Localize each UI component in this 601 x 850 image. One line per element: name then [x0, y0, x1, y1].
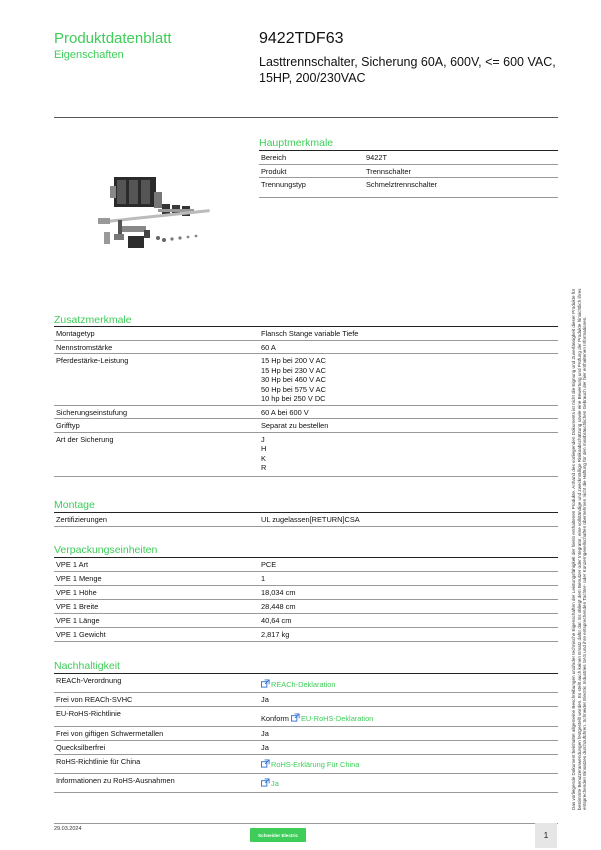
row-value: UL zugelassen[RETURN]CSA — [261, 515, 360, 524]
external-link-icon — [261, 679, 270, 688]
table-row — [54, 513, 558, 527]
table-row — [54, 674, 558, 693]
table-row — [54, 341, 558, 355]
list-item: 10 hp bei 250 V DC — [261, 394, 326, 403]
row-value: PCE — [261, 560, 277, 569]
row-key: Art der Sicherung — [56, 434, 114, 444]
footer-date: 29.03.2024 — [54, 826, 82, 832]
hauptmerkmale-table — [259, 150, 558, 198]
table-row — [54, 755, 558, 774]
row-key: Produkt — [261, 166, 287, 176]
row-key: Bereich — [261, 153, 287, 162]
table-row — [259, 165, 558, 179]
zusatzmerkmale-table — [54, 326, 558, 477]
row-value: Ja — [261, 729, 269, 738]
row-value: Trennschalter — [366, 166, 411, 176]
table-row — [54, 327, 558, 341]
row-key: Frei von giftigen Schwermetallen — [56, 729, 164, 738]
table-row — [54, 572, 558, 586]
list-item: 15 Hp bei 230 V AC — [261, 365, 326, 375]
footer-divider — [54, 823, 558, 824]
table-row — [54, 614, 558, 628]
table-row — [54, 707, 558, 727]
table-row — [54, 586, 558, 600]
table-row — [54, 419, 558, 433]
section-title-nachhaltigkeit: Nachhaltigkeit — [54, 660, 120, 672]
list-item: K — [261, 453, 266, 463]
section-title-verpackungseinheiten: Verpackungseinheiten — [54, 544, 158, 556]
row-value-list — [259, 354, 558, 405]
table-row — [54, 558, 558, 572]
list-item: 50 Hp bei 575 V AC — [261, 384, 326, 394]
row-key: RoHS-Richtlinie für China — [56, 757, 141, 766]
table-row — [54, 433, 558, 477]
row-key: Nennstromstärke — [56, 342, 113, 352]
row-key: Zertifizierungen — [56, 515, 107, 524]
table-row — [54, 628, 558, 642]
row-value — [259, 755, 558, 773]
row-value: Schmelztrennschalter — [366, 180, 438, 189]
row-key: VPE 1 Breite — [56, 602, 99, 611]
list-item: R — [261, 463, 267, 472]
row-value — [259, 774, 558, 792]
list-item: H — [261, 444, 267, 453]
product-code: 9422TDF63 — [259, 30, 344, 47]
header-left — [54, 30, 172, 61]
disclaimer-sidebar — [571, 270, 597, 810]
row-value: 40,64 cm — [261, 616, 292, 625]
section-title-montage: Montage — [54, 499, 95, 511]
section-title-zusatzmerkmale: Zusatzmerkmale — [54, 314, 132, 326]
section-title-hauptmerkmale: Hauptmerkmale — [259, 137, 334, 149]
header-right — [259, 30, 559, 86]
china-rohs-declaration-link[interactable] — [261, 760, 359, 769]
row-value: Flansch Stange variable Tiefe — [261, 329, 359, 338]
external-link-icon — [261, 759, 270, 768]
row-value: 1 — [261, 574, 266, 583]
row-value: Ja — [261, 695, 269, 704]
list-item: 30 Hp bei 460 V AC — [261, 375, 326, 384]
external-link-icon — [261, 778, 270, 787]
row-key: VPE 1 Länge — [56, 616, 100, 625]
row-key: Montagetyp — [56, 329, 95, 338]
logo-text: Schneider Electric — [257, 832, 299, 838]
link-label: RoHS-Erklärung Für China — [271, 760, 360, 769]
table-row — [54, 741, 558, 755]
list-item: 15 Hp bei 200 V AC — [261, 356, 326, 365]
reach-declaration-link[interactable] — [261, 680, 336, 689]
row-value — [259, 674, 558, 692]
row-value: Ja — [261, 743, 269, 752]
table-row — [54, 693, 558, 707]
row-value — [259, 707, 558, 726]
row-key: Sicherungseinstufung — [56, 407, 128, 417]
row-value: 28,448 cm — [261, 602, 296, 611]
row-value: 60 A bei 600 V — [261, 407, 309, 417]
rohs-exemptions-link[interactable] — [261, 779, 279, 788]
row-key: Pferdestärke-Leistung — [56, 356, 129, 365]
document-subtitle: Eigenschaften — [54, 49, 124, 61]
row-key: Frei von REACh-SVHC — [56, 695, 133, 704]
table-row — [54, 774, 558, 793]
table-row — [54, 727, 558, 741]
link-label: REACh-Deklaration — [271, 680, 336, 689]
product-description: Lasttrennschalter, Sicherung 60A, 600V, <= 600 VAC, 15HP, 200/230VAC — [259, 55, 556, 85]
schneider-electric-logo — [250, 828, 306, 842]
eu-rohs-declaration-link[interactable] — [291, 714, 373, 723]
row-value: 60 A — [261, 342, 276, 352]
product-image — [92, 172, 210, 262]
page-number: 1 — [535, 823, 557, 848]
row-key: VPE 1 Art — [56, 560, 89, 569]
table-row — [54, 354, 558, 406]
link-label: Ja — [271, 779, 279, 788]
list-item: J — [261, 434, 265, 444]
table-row — [54, 406, 558, 420]
external-link-icon — [291, 713, 300, 722]
row-key: VPE 1 Gewicht — [56, 630, 106, 639]
row-value-list — [259, 433, 558, 474]
compliance-status: Konform — [261, 714, 289, 723]
row-value: 2,817 kg — [261, 630, 290, 639]
disclaimer-text: Das vorliegende Dokument beinhaltet allgemeine Beschreibungen und/oder technische Eigenschaften der Leistungsfähigkeit der hierin enthaltenen Produkte. Anhand des vorliegenden Dokuments ist nicht die Eignung und Zuverlässigkeit dieser Produkte für bestimmte Benutzeranwendungen festgestellt worden. Es stellt auch keinen Ersatz dafür dar. Es obliegt dem Benutzer oder Integrator, eine vollständige und zweckmäßige Risikoabschätzung sowie eine Bewertung und Prüfung der Produkte hinsichtlich ihres entsprechenden Einsatzes durchzuführen. Schneider Electric Industries SAS und ihre entsprechenden Tochter- oder Konzerngesellschaften übernehmen nicht die Haftung für den missbräuchlichen Gebrauch der hier enthaltenen Informationen. — [571, 288, 588, 810]
row-key: Trennungstyp — [261, 180, 306, 189]
row-key: VPE 1 Höhe — [56, 588, 97, 597]
row-key: Grifftyp — [56, 421, 80, 430]
document-title: Produktdatenblatt — [54, 30, 172, 47]
table-row — [259, 178, 558, 198]
row-key: REACh-Verordnung — [56, 676, 122, 685]
row-key: Quecksilberfrei — [56, 743, 106, 752]
row-value: 9422T — [366, 153, 387, 162]
table-row — [54, 600, 558, 614]
montage-table — [54, 512, 558, 527]
nachhaltigkeit-table — [54, 673, 558, 793]
row-key: VPE 1 Menge — [56, 574, 102, 583]
row-key: Informationen zu RoHS-Ausnahmen — [56, 776, 175, 785]
table-row — [259, 151, 558, 165]
link-label: EU-RoHS-Deklaration — [301, 714, 374, 723]
row-value: 18,034 cm — [261, 588, 296, 597]
verpackung-table — [54, 557, 558, 642]
row-key: EU-RoHS-Richtlinie — [56, 709, 121, 718]
header-divider — [54, 117, 558, 118]
row-value: Separat zu bestellen — [261, 421, 329, 430]
